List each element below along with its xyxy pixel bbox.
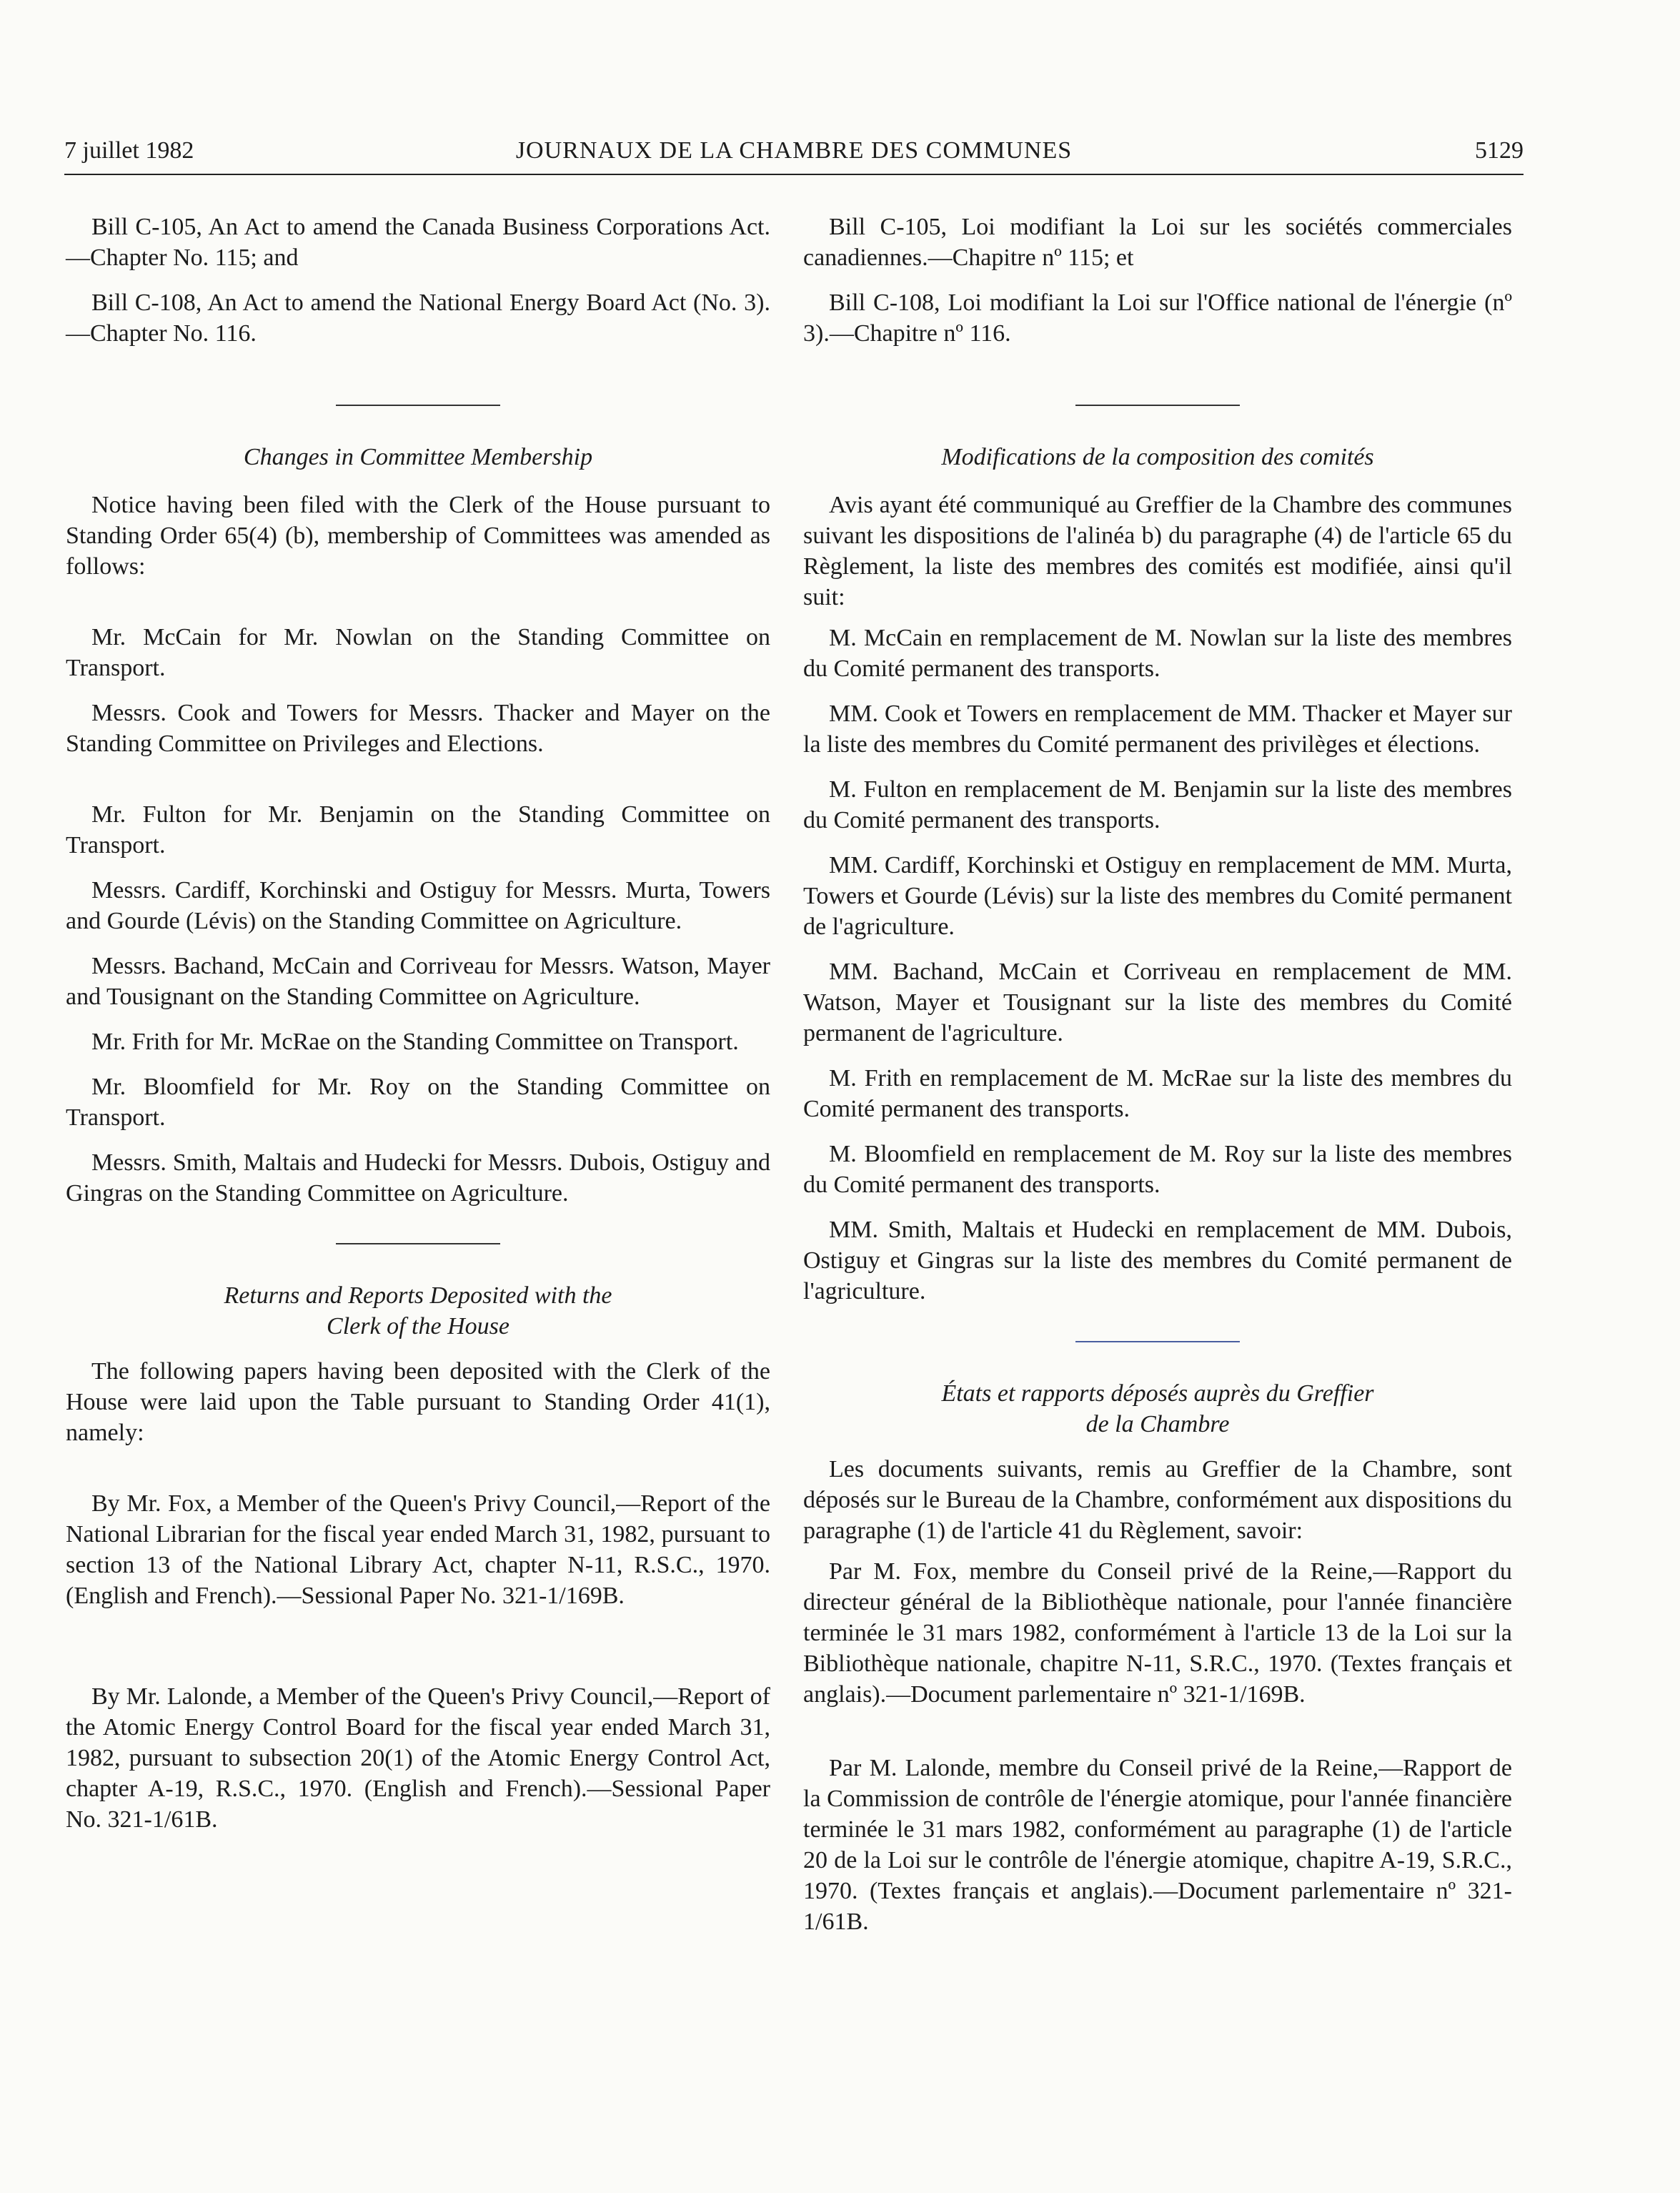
- bill-c105-en: Bill C-105, An Act to amend the Canada Business Corporations Act.—Chapter No. 115; and: [66, 214, 770, 271]
- returns-heading-fr: États et rapports déposés auprès du Greffier de la Chambre: [941, 1380, 1374, 1437]
- returns-intro-en: The following papers having been deposited with the Clerk of the House were laid upon the Table pursuant to Standing Order 41(1), namely:: [66, 1358, 770, 1446]
- returns-item-en: By Mr. Lalonde, a Member of the Queen's Privy Council,—Report of the Atomic Energy Control Board for the fiscal year ended March 31, 1982, pursuant to subsection 20(1) of the Atomic Energy Control Act, chapter A-19, R.S.C., 1970. (English and French).—Sessional Paper No. 321-1/61B.: [66, 1683, 770, 1833]
- page-header: [64, 132, 1524, 172]
- committee-item-en: Mr. Frith for Mr. McRae on the Standing Committee on Transport.: [91, 1029, 739, 1055]
- page-number: 5129: [1475, 137, 1524, 164]
- committee-item-en: Mr. McCain for Mr. Nowlan on the Standing Committee on Transport.: [66, 624, 770, 681]
- returns-item-fr: Par M. Lalonde, membre du Conseil privé de la Reine,—Rapport de la Commission de contrôle de l'énergie atomique, pour l'année financière terminée le 31 mars 1982, conformément au paragraphe (1) de l'article 20 de la Loi sur le contrôle de l'énergie atomique, chapitre A-19, S.R.C., 1970. (Textes français et anglais).—Document parlementaire nº 321-1/61B.: [803, 1755, 1512, 1935]
- french-column: [803, 212, 1512, 1951]
- committee-heading-en: Changes in Committee Membership: [243, 444, 593, 470]
- english-column: [66, 212, 770, 1849]
- committee-item-en: Mr. Bloomfield for Mr. Roy on the Standing Committee on Transport.: [66, 1074, 770, 1131]
- committee-item-en: Messrs. Cook and Towers for Messrs. Thacker and Mayer on the Standing Committee on Privileges and Elections.: [66, 700, 770, 757]
- committee-intro-en: Notice having been filed with the Clerk of the House pursuant to Standing Order 65(4) (b), membership of Committees was amended as follows:: [66, 492, 770, 580]
- returns-item-en: By Mr. Fox, a Member of the Queen's Privy Council,—Report of the National Librarian for the fiscal year ended March 31, 1982, pursuant to section 13 of the National Library Act, chapter N-11, R.S.C., 1970. (English and French).—Sessional Paper No. 321-1/169B.: [66, 1490, 770, 1609]
- committee-item-fr: M. Bloomfield en remplacement de M. Roy sur la liste des membres du Comité permanent des transports.: [803, 1141, 1512, 1198]
- committee-item-fr: MM. Smith, Maltais et Hudecki en remplacement de MM. Dubois, Ostiguy et Gingras sur la liste des membres du Comité permanent de l'agriculture.: [803, 1217, 1512, 1305]
- committee-item-fr: MM. Cook et Towers en remplacement de MM. Thacker et Mayer sur la liste des membres du Comité permanent des privilèges et élections.: [803, 701, 1512, 758]
- returns-heading-en: Returns and Reports Deposited with the Clerk of the House: [224, 1282, 612, 1340]
- committee-item-en: Mr. Fulton for Mr. Benjamin on the Standing Committee on Transport.: [66, 801, 770, 858]
- bill-c108-fr: Bill C-108, Loi modifiant la Loi sur l'Office national de l'énergie (nº 3).—Chapitre nº 116.: [803, 289, 1512, 347]
- committee-item-fr: MM. Cardiff, Korchinski et Ostiguy en remplacement de MM. Murta, Towers et Gourde (Lévis) sur la liste des membres du Comité permanent de l'agriculture.: [803, 852, 1512, 940]
- committee-item-en: Messrs. Bachand, McCain and Corriveau for Messrs. Watson, Mayer and Tousignant on the Standing Committee on Agriculture.: [66, 953, 770, 1010]
- bill-c108-en: Bill C-108, An Act to amend the National Energy Board Act (No. 3).—Chapter No. 116.: [66, 289, 770, 347]
- returns-intro-fr: Les documents suivants, remis au Greffier de la Chambre, sont déposés sur le Bureau de la Chambre, conformément aux dispositions du paragraphe (1) de l'article 41 du Règlement, savoir:: [803, 1456, 1512, 1544]
- header-title: JOURNAUX DE LA CHAMBRE DES COMMUNES: [515, 137, 1073, 164]
- committee-item-fr: M. Frith en remplacement de M. McRae sur la liste des membres du Comité permanent des transports.: [803, 1065, 1512, 1122]
- committee-intro-fr: Avis ayant été communiqué au Greffier de la Chambre des communes suivant les dispositions de l'alinéa b) du paragraphe (4) de l'article 65 du Règlement, la liste des membres des comités est modifiée, ainsi qu'il suit:: [803, 492, 1512, 610]
- bill-c105-fr: Bill C-105, Loi modifiant la Loi sur les sociétés commerciales canadiennes.—Chapitre nº 115; et: [803, 214, 1512, 271]
- header-rule: [64, 174, 1524, 175]
- committee-item-en: Messrs. Cardiff, Korchinski and Ostiguy for Messrs. Murta, Towers and Gourde (Lévis) on the Standing Committee on Agriculture.: [66, 877, 770, 934]
- committee-heading-fr: Modifications de la composition des comités: [941, 444, 1374, 470]
- committee-item-fr: M. Fulton en remplacement de M. Benjamin sur la liste des membres du Comité permanent des transports.: [803, 776, 1512, 833]
- returns-item-fr: Par M. Fox, membre du Conseil privé de la Reine,—Rapport du directeur général de la Bibliothèque nationale, pour l'année financière terminée le 31 mars 1982, conformément à l'article 13 de la Loi sur la Bibliothèque nationale, chapitre N-11, S.R.C., 1970. (Textes français et anglais).—Document parlementaire nº 321-1/169B.: [803, 1558, 1512, 1708]
- header-date: 7 juillet 1982: [64, 137, 194, 164]
- committee-item-en: Messrs. Smith, Maltais and Hudecki for Messrs. Dubois, Ostiguy and Gingras on the Standing Committee on Agriculture.: [66, 1149, 770, 1207]
- committee-item-fr: MM. Bachand, McCain et Corriveau en remplacement de MM. Watson, Mayer et Tousignant sur la liste des membres du Comité permanent de l'agriculture.: [803, 959, 1512, 1046]
- committee-item-fr: M. McCain en remplacement de M. Nowlan sur la liste des membres du Comité permanent des transports.: [803, 625, 1512, 682]
